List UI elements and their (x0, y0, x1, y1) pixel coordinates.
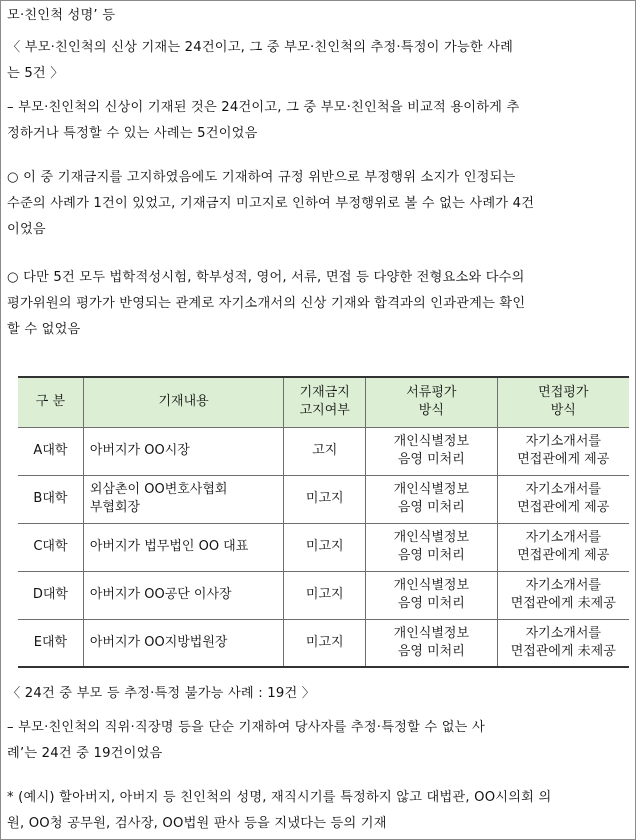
table-header-cell (284, 377, 366, 427)
paragraph-line: 는 5건 〉 (7, 66, 64, 81)
interview-eval-cell (497, 523, 629, 571)
doc-eval-cell-line: 음영 미처리 (397, 500, 465, 515)
interview-eval-cell (497, 427, 629, 475)
content-cell-line: 아버지가 OO공단 이사장 (89, 587, 232, 602)
table-body (18, 427, 629, 667)
content-cell (83, 523, 284, 571)
header-text: 고지여부 (299, 403, 350, 419)
interview-eval-cell (497, 475, 629, 523)
university-cell: C대학 (18, 523, 83, 571)
table-row (18, 523, 629, 571)
content-cell-line: 아버지가 OO지방법원장 (89, 634, 228, 650)
doc-eval-cell (366, 523, 497, 571)
doc-eval-cell-line: 음영 미처리 (397, 452, 465, 467)
doc-eval-cell (366, 427, 497, 475)
table-row (18, 475, 629, 523)
interview-eval-cell-line: 면접관에게 제공 (517, 548, 610, 563)
doc-eval-cell-line: 개인식별정보 (393, 578, 470, 593)
table-header-cell (83, 377, 284, 427)
table-row (18, 571, 629, 619)
content-cell (83, 571, 284, 619)
paragraph-line: 이었음 (7, 222, 46, 237)
paragraph-line: 모·친인척 성명’ 등 (7, 8, 116, 23)
paragraph-line: 할 수 없었음 (7, 322, 81, 337)
paragraph-line: 〈 부모·친인척의 신상 기재는 24건이고, 그 중 부모·친인척의 추정·특정이 가능한 사례 (7, 40, 514, 55)
university-cell: A대학 (18, 427, 83, 475)
paragraph-line: 〈 24건 중 부모 등 추정·특정 불가능 사례 : 19건 〉 (7, 686, 316, 701)
table-header-cell (366, 377, 497, 427)
doc-eval-cell-line: 개인식별정보 (393, 530, 470, 545)
doc-eval-cell (366, 475, 497, 523)
paragraph-line: 수준의 사례가 1건이 있었고, 기재금지 미고지로 인하여 부정행위로 볼 수 없는 사례가 4건 (7, 196, 535, 211)
table-row (18, 427, 629, 475)
doc-eval-cell-line: 음영 미처리 (397, 643, 465, 659)
table-header-cell (18, 377, 83, 427)
header-text: 구 분 (35, 394, 66, 410)
content-cell-line: 아버지가 법무법인 OO 대표 (89, 539, 249, 554)
table-header-row (18, 377, 629, 427)
notice-cell: 고지 (284, 427, 366, 475)
paragraph (7, 265, 627, 343)
interview-eval-cell-line: 자기소개서를 (525, 530, 601, 545)
interview-eval-cell-line: 면접관에게 제공 (517, 500, 610, 515)
content-cell-line: 아버지가 OO시장 (89, 443, 190, 458)
interview-eval-cell-line: 면접관에게 제공 (517, 452, 610, 467)
header-text: 방식 (418, 403, 444, 419)
paragraph (7, 35, 627, 87)
content-cell (83, 619, 284, 667)
paragraph-line: 평가위원의 평가가 반영되는 관계로 자기소개서의 신상 기재와 합격과의 인과관계는 확인 (7, 296, 526, 311)
content-cell-line: 외삼촌이 OO변호사협회 (89, 482, 228, 497)
paragraph-line: * (예시) 할아버지, 아버지 등 친인척의 성명, 재직시기를 특정하지 않고 대법관, OO시의회 의 (7, 790, 552, 805)
paragraph-line: 정하거나 특정할 수 있는 사례는 5건이었음 (7, 126, 258, 141)
university-cell: E대학 (18, 619, 83, 667)
interview-eval-cell (497, 571, 629, 619)
notice-cell: 미고지 (284, 619, 366, 667)
header-text: 기재금지 (299, 385, 350, 401)
paragraph-line: ○ 다만 5건 모두 법학적성시험, 학부성적, 영어, 서류, 면접 등 다양한 전형요소와 다수의 (7, 270, 525, 285)
doc-eval-cell-line: 음영 미처리 (397, 596, 465, 611)
doc-eval-cell (366, 571, 497, 619)
doc-eval-cell-line: 개인식별정보 (393, 482, 470, 497)
content-cell (83, 427, 284, 475)
interview-eval-cell-line: 자기소개서를 (525, 434, 601, 449)
header-text: 면접평가 (538, 385, 589, 401)
paragraph-line: – 부모·친인척의 직위·직장명 등을 단순 기재하여 당사자를 추정·특정할 수 없는 사 (7, 720, 485, 735)
header-text: 서류평가 (406, 385, 457, 401)
paragraph (7, 95, 627, 147)
notice-cell: 미고지 (284, 571, 366, 619)
interview-eval-cell (497, 619, 629, 667)
interview-eval-cell-line: 면접관에게 未제공 (510, 643, 616, 659)
header-text: 기재내용 (158, 394, 209, 410)
doc-eval-cell-line: 음영 미처리 (397, 548, 465, 563)
notice-cell: 미고지 (284, 523, 366, 571)
doc-eval-cell (366, 619, 497, 667)
content-cell (83, 475, 284, 523)
paragraph-line: ○ 이 중 기재금지를 고지하였음에도 기재하여 규정 위반으로 부정행위 소지가 인정되는 (7, 170, 516, 185)
paragraph (7, 681, 627, 707)
interview-eval-cell-line: 자기소개서를 (525, 482, 601, 497)
paragraph-line: 원, OO청 공무원, 검사장, OO법원 판사 등을 지냈다는 등의 기재 (7, 816, 387, 831)
table-header-cell (497, 377, 629, 427)
paragraph-line: 례’는 24건 중 19건이었음 (7, 746, 163, 761)
doc-eval-cell-line: 개인식별정보 (393, 434, 470, 449)
paragraph (7, 715, 627, 767)
doc-eval-cell-line: 개인식별정보 (393, 625, 470, 641)
university-cell: B대학 (18, 475, 83, 523)
header-text: 방식 (550, 403, 576, 419)
interview-eval-cell-line: 자기소개서를 (525, 625, 601, 641)
university-cell: D대학 (18, 571, 83, 619)
interview-eval-cell-line: 면접관에게 未제공 (510, 596, 616, 611)
notice-cell: 미고지 (284, 475, 366, 523)
paragraph (7, 785, 627, 837)
interview-eval-cell-line: 자기소개서를 (525, 578, 601, 593)
paragraph-line: – 부모·친인척의 신상이 기재된 것은 24건이고, 그 중 부모·친인척을 비교적 용이하게 추 (7, 100, 520, 115)
paragraph (7, 3, 627, 29)
case-table (18, 376, 629, 668)
paragraph (7, 165, 627, 243)
table-row (18, 619, 629, 667)
content-cell-line: 부협회장 (89, 500, 141, 515)
